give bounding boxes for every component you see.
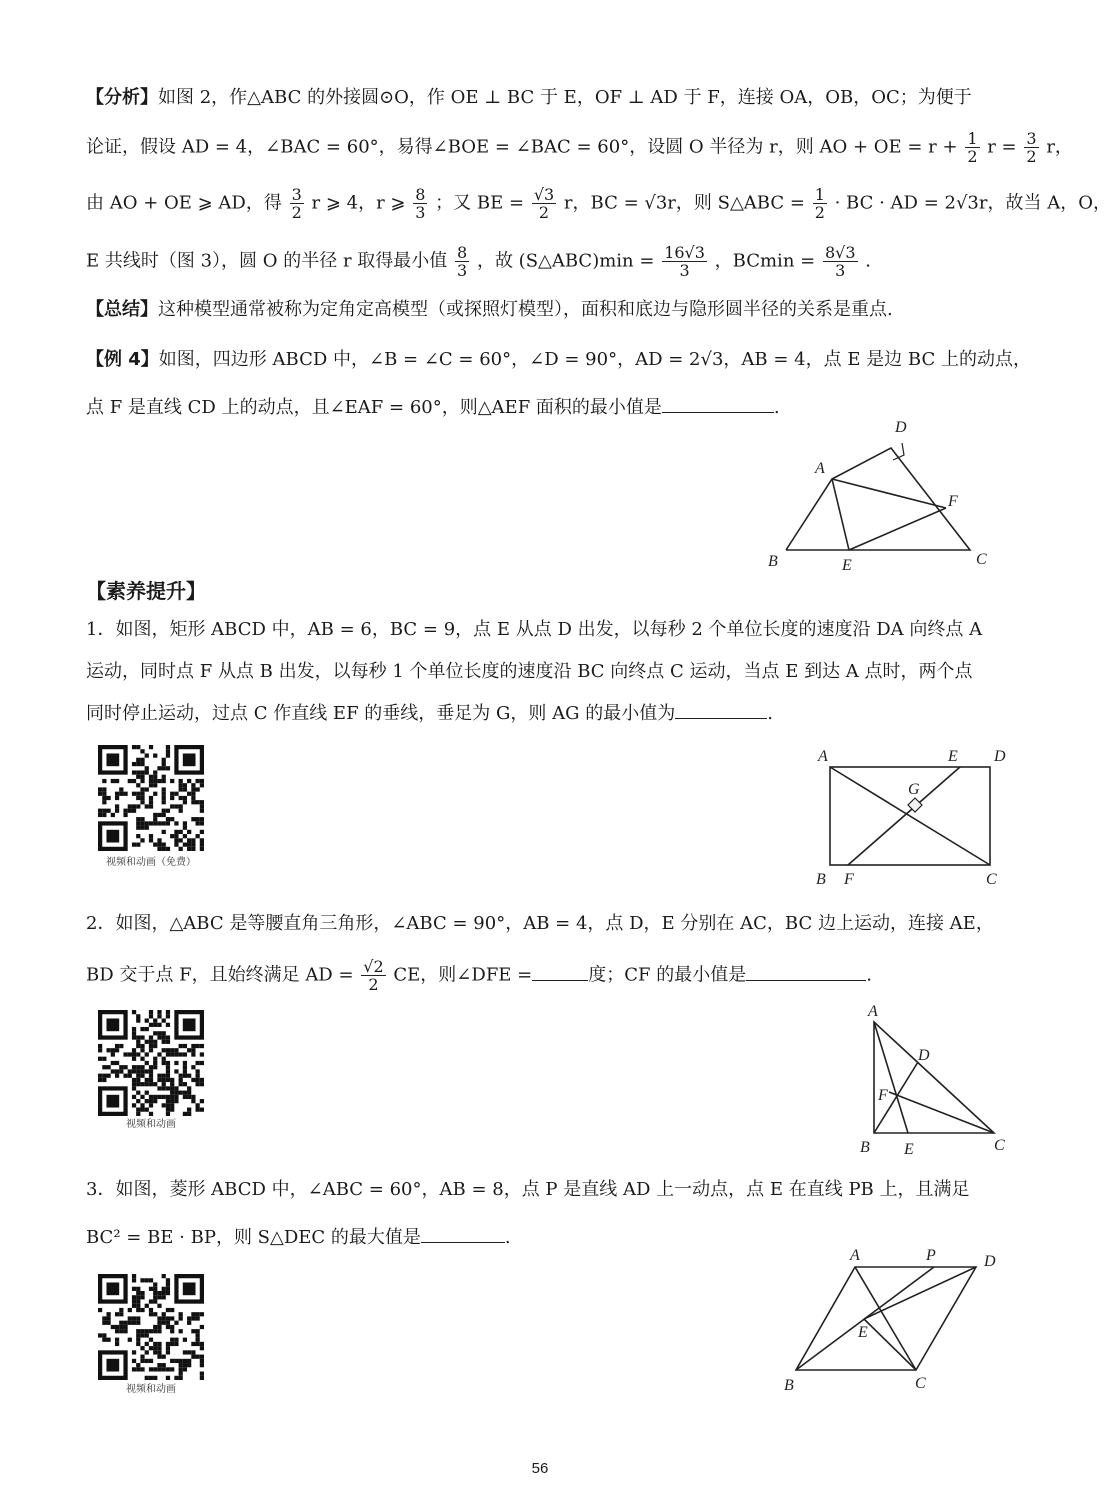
q2-text-2b: CE，则∠DFE = — [393, 964, 533, 986]
label-g: G — [908, 781, 920, 798]
summary-text: 这种模型通常被称为定角定高模型（或探照灯模型），面积和底边与隐形圆半径的关系是重点. — [158, 299, 893, 320]
analysis-text-4a: E 共线时（图 3），圆 O 的半径 r 取得最小值 — [86, 250, 448, 272]
segment-ef — [849, 508, 946, 550]
qr-code-q3[interactable] — [98, 1274, 204, 1380]
denominator: 2 — [291, 203, 302, 222]
q2-text-2c: 度；CF 的最小值是 — [588, 964, 747, 986]
numerator: 1 — [814, 185, 825, 204]
analysis-text-3d: r，BC = √3r，则 S△ABC = — [563, 192, 805, 214]
denominator: 3 — [457, 261, 468, 280]
numerator: 8 — [457, 243, 468, 262]
analysis-text-1: 如图 2，作△ABC 的外接圆⊙O，作 OE ⊥ BC 于 E，OF ⊥ AD 于 F，连接 OA，OB，OC；为便于 — [158, 87, 972, 108]
label-b: B — [860, 1139, 870, 1156]
label-d: D — [918, 1047, 930, 1064]
q1-line-2: 运动，同时点 F 从点 B 出发，以每秒 1 个单位长度的速度沿 BC 向终点 C 运动，当点 E 到达 A 点时，两个点 — [86, 661, 973, 682]
analysis-text-3e: · BC · AD = 2√3r，故当 A，O， — [834, 192, 1111, 214]
figure-rhombus-abcd — [776, 1244, 1016, 1394]
fraction — [965, 130, 979, 165]
answer-blank[interactable] — [662, 394, 774, 413]
period: . — [504, 1227, 511, 1248]
numerator: 3 — [1026, 129, 1037, 148]
segment-fe — [848, 767, 960, 865]
fraction — [361, 958, 385, 993]
analysis-tag: 【分析】 — [86, 87, 158, 108]
figure-isosceles-right-triangle — [852, 1000, 1022, 1160]
fraction — [662, 244, 707, 279]
segment-ae — [832, 479, 849, 550]
analysis-text-2a: 论证，假设 AD = 4，∠BAC = 60°，易得∠BOE = ∠BAC = 60°，设圆 O 半径为 r，则 AO + OE = r + — [86, 136, 958, 158]
answer-blank-cf[interactable] — [746, 962, 866, 981]
fraction — [1024, 130, 1038, 165]
segment-af — [832, 479, 946, 508]
summary-tag: 【总结】 — [86, 299, 158, 320]
analysis-line-1 — [86, 84, 972, 112]
label-e: E — [842, 557, 852, 574]
label-f: F — [844, 871, 854, 888]
period: . — [866, 964, 872, 986]
numerator: √3 — [533, 185, 555, 204]
label-p: P — [926, 1247, 936, 1264]
q3-line-1: 3．如图，菱形 ABCD 中，∠ABC = 60°，AB = 8，点 P 是直线 AD 上一动点，点 E 在直线 PB 上，且满足 — [86, 1179, 970, 1200]
q2-line-2 — [86, 958, 872, 993]
example4-tag: 【例 4】 — [86, 349, 159, 370]
q2-text-2a: BD 交于点 F，且始终满足 AD = — [86, 964, 354, 986]
label-f: F — [878, 1087, 888, 1104]
answer-blank-angle[interactable] — [532, 962, 588, 981]
label-a: A — [815, 460, 825, 477]
period: . — [773, 397, 780, 418]
section-title: 【素养提升】 — [86, 579, 206, 603]
denominator: 2 — [538, 203, 550, 222]
page-number: 56 — [531, 1460, 549, 1477]
label-a: A — [818, 748, 828, 765]
q1-line-1: 1．如图，矩形 ABCD 中，AB = 6，BC = 9，点 E 从点 D 出发，以每秒 2 个单位长度的速度沿 DA 向终点 A — [86, 619, 983, 640]
numerator: 3 — [291, 185, 302, 204]
analysis-text-3a: 由 AO + OE ⩾ AD，得 — [86, 192, 282, 214]
label-e: E — [948, 748, 958, 765]
analysis-line-3 — [86, 186, 1111, 221]
example4-text-2: 点 F 是直线 CD 上的动点，且∠EAF = 60°，则△AEF 面积的最小值是 — [86, 397, 662, 418]
numerator: 8 — [415, 185, 426, 204]
segment-ed — [864, 1267, 976, 1319]
label-f: F — [948, 493, 958, 510]
qr-caption-q2: 视频和动画 — [126, 1119, 176, 1130]
label-d: D — [984, 1253, 996, 1270]
label-b: B — [768, 553, 778, 570]
qr-caption-q3: 视频和动画 — [126, 1384, 176, 1395]
analysis-text-3c: ；又 BE = — [435, 192, 525, 214]
q2-line-1: 2．如图，△ABC 是等腰直角三角形，∠ABC = 90°，AB = 4，点 D，E 分别在 AC，BC 边上运动，连接 AE， — [86, 913, 994, 934]
fraction — [413, 186, 427, 221]
analysis-line-2 — [86, 130, 1073, 165]
numerator: 16√3 — [664, 243, 705, 262]
label-d: D — [895, 419, 907, 436]
period: . — [767, 703, 773, 724]
qr-code-q1[interactable] — [98, 745, 204, 851]
summary-line — [86, 296, 893, 324]
label-c: C — [915, 1375, 926, 1392]
numerator: √2 — [363, 957, 384, 976]
q3-line-2 — [86, 1224, 511, 1252]
example4-line-1 — [86, 346, 1031, 374]
fraction — [813, 186, 827, 221]
label-e: E — [858, 1324, 868, 1341]
quadrilateral-outline — [786, 448, 970, 550]
fraction — [290, 186, 304, 221]
example4-line-2 — [86, 394, 780, 422]
label-c: C — [976, 551, 987, 568]
figure-quadrilateral-abcd — [760, 412, 1020, 577]
denominator: 3 — [679, 261, 690, 280]
q1-text-3: 同时停止运动，过点 C 作直线 EF 的垂线，垂足为 G，则 AG 的最小值为 — [86, 703, 676, 724]
label-c: C — [994, 1137, 1005, 1154]
triangle-abc — [874, 1022, 994, 1133]
fraction — [455, 244, 469, 279]
label-b: B — [816, 871, 826, 888]
example4-text-1: 如图，四边形 ABCD 中，∠B = ∠C = 60°，∠D = 90°，AD = 2√3，AB = 4，点 E 是边 BC 上的动点， — [158, 349, 1031, 370]
q1-line-3 — [86, 700, 773, 728]
analysis-text-2b: r = — [987, 136, 1017, 158]
analysis-text-3b: r ⩾ 4，r ⩾ — [311, 192, 406, 214]
label-c: C — [986, 871, 997, 888]
label-a: A — [850, 1247, 860, 1264]
qr-code-q2[interactable] — [98, 1010, 204, 1116]
analysis-text-4d: . — [865, 250, 871, 272]
numerator: 1 — [967, 129, 978, 148]
figure-rectangle-abcd — [808, 742, 1028, 892]
q3-text-2: BC² = BE · BP，则 S△DEC 的最大值是 — [86, 1227, 421, 1248]
denominator: 3 — [835, 261, 846, 280]
denominator: 2 — [814, 203, 825, 222]
analysis-line-4 — [86, 244, 871, 279]
denominator: 2 — [1026, 147, 1037, 166]
fraction — [823, 244, 858, 279]
analysis-text-4c: ，BCmin = — [714, 250, 816, 272]
numerator: 8√3 — [824, 243, 856, 262]
analysis-text-2c: r， — [1046, 136, 1073, 158]
analysis-text-4b: ，故 (S△ABC)min = — [476, 250, 655, 272]
label-e: E — [904, 1141, 914, 1158]
qr-caption-q1: 视频和动画（免费） — [106, 857, 196, 868]
segment-fc — [889, 1092, 994, 1133]
label-d: D — [994, 748, 1006, 765]
denominator: 2 — [368, 975, 379, 994]
fraction — [532, 186, 556, 221]
label-b: B — [784, 1377, 794, 1394]
label-a: A — [868, 1003, 878, 1020]
answer-blank[interactable] — [675, 700, 767, 719]
denominator: 3 — [415, 203, 426, 222]
answer-blank[interactable] — [421, 1224, 505, 1243]
denominator: 2 — [967, 147, 978, 166]
